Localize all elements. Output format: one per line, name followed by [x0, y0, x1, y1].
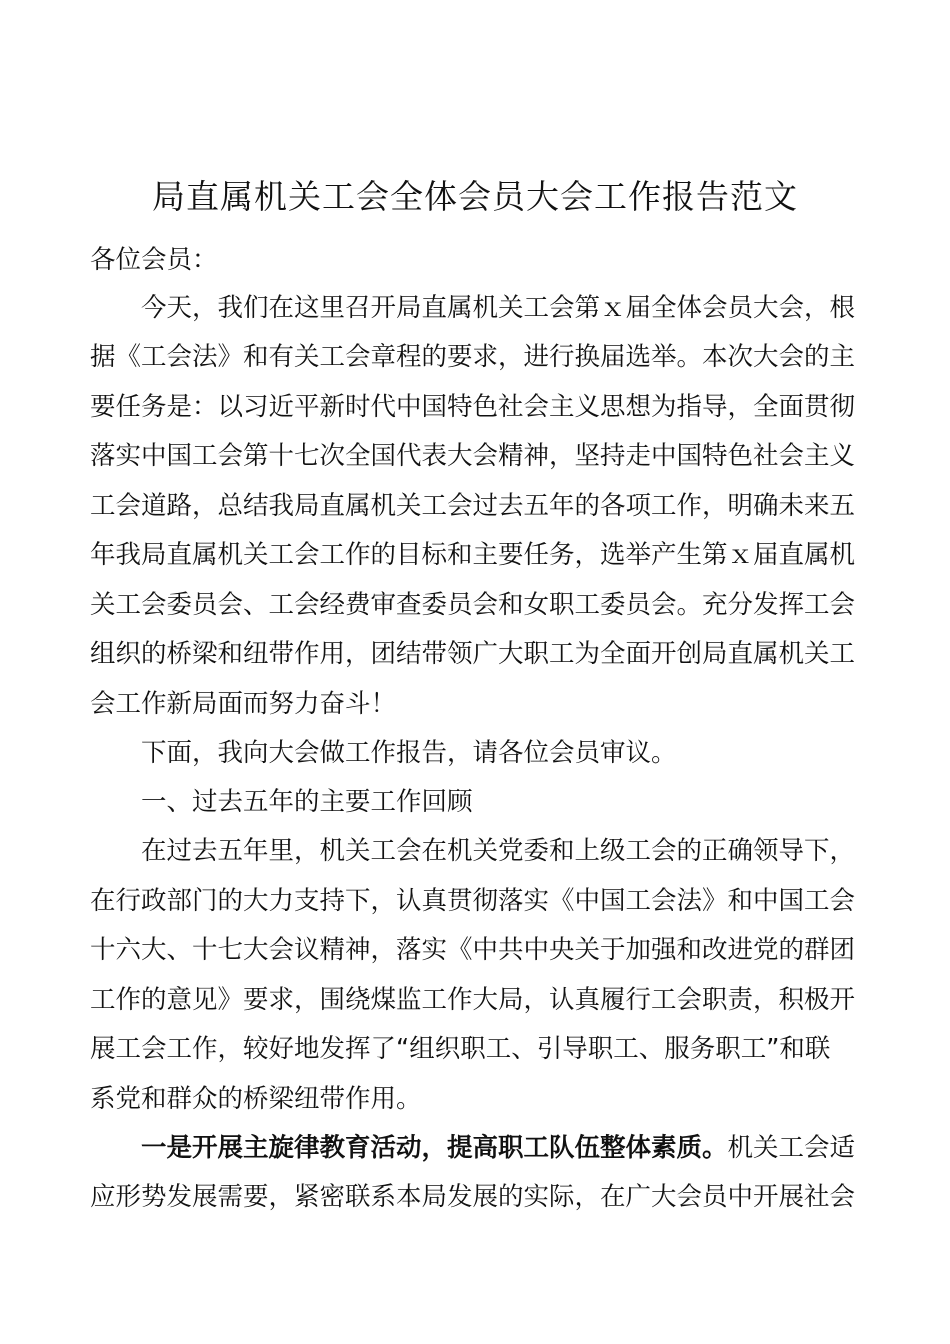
paragraph-line: 组织的桥梁和纽带作用，团结带领广大职工为全面开创局直属机关工	[90, 639, 856, 669]
highlight-bold-text: 一是开展主旋律教育活动，提高职工队伍整体素质。	[141, 1133, 728, 1163]
paragraph-line: 落实中国工会第十七次全国代表大会精神，坚持走中国特色社会主义	[90, 441, 856, 471]
paragraph-line: 据《工会法》和有关工会章程的要求，进行换届选举。本次大会的主	[90, 342, 856, 372]
paragraph-line: 应形势发展需要，紧密联系本局发展的实际，在广大会员中开展社会	[90, 1182, 856, 1212]
salutation: 各位会员：	[90, 245, 218, 275]
section-heading: 一、过去五年的主要工作回顾	[141, 787, 473, 817]
paragraph-line: 在行政部门的大力支持下，认真贯彻落实《中国工会法》和中国工会	[90, 886, 856, 916]
paragraph-line: 下面，我向大会做工作报告，请各位会员审议。	[141, 738, 677, 768]
paragraph-line: 会工作新局面而努力奋斗！	[90, 689, 397, 719]
highlight-text: 机关工会适	[727, 1133, 856, 1163]
highlight-paragraph-line	[141, 1130, 855, 1166]
paragraph-line: 今天，我们在这里召开局直属机关工会第ｘ届全体会员大会，根	[141, 293, 856, 323]
paragraph-line: 关工会委员会、工会经费审查委员会和女职工委员会。充分发挥工会	[90, 590, 856, 620]
paragraph-line: 要任务是：以习近平新时代中国特色社会主义思想为指导，全面贯彻	[90, 392, 856, 422]
document-title: 局直属机关工会全体会员大会工作报告范文	[152, 177, 798, 216]
paragraph-line: 工会道路，总结我局直属机关工会过去五年的各项工作，明确未来五	[90, 491, 856, 521]
paragraph-line: 年我局直属机关工会工作的目标和主要任务，选举产生第ｘ届直属机	[90, 540, 856, 570]
paragraph-line: 在过去五年里，机关工会在机关党委和上级工会的正确领导下，	[141, 836, 856, 866]
paragraph-line: 系党和群众的桥梁纽带作用。	[90, 1084, 422, 1114]
paragraph-line: 展工会工作，较好地发挥了“组织职工、引导职工、服务职工”和联	[90, 1034, 831, 1064]
paragraph-line: 十六大、十七大会议精神，落实《中共中央关于加强和改进党的群团	[90, 935, 856, 965]
paragraph-line: 工作的意见》要求，围绕煤监工作大局，认真履行工会职责，积极开	[90, 985, 856, 1015]
